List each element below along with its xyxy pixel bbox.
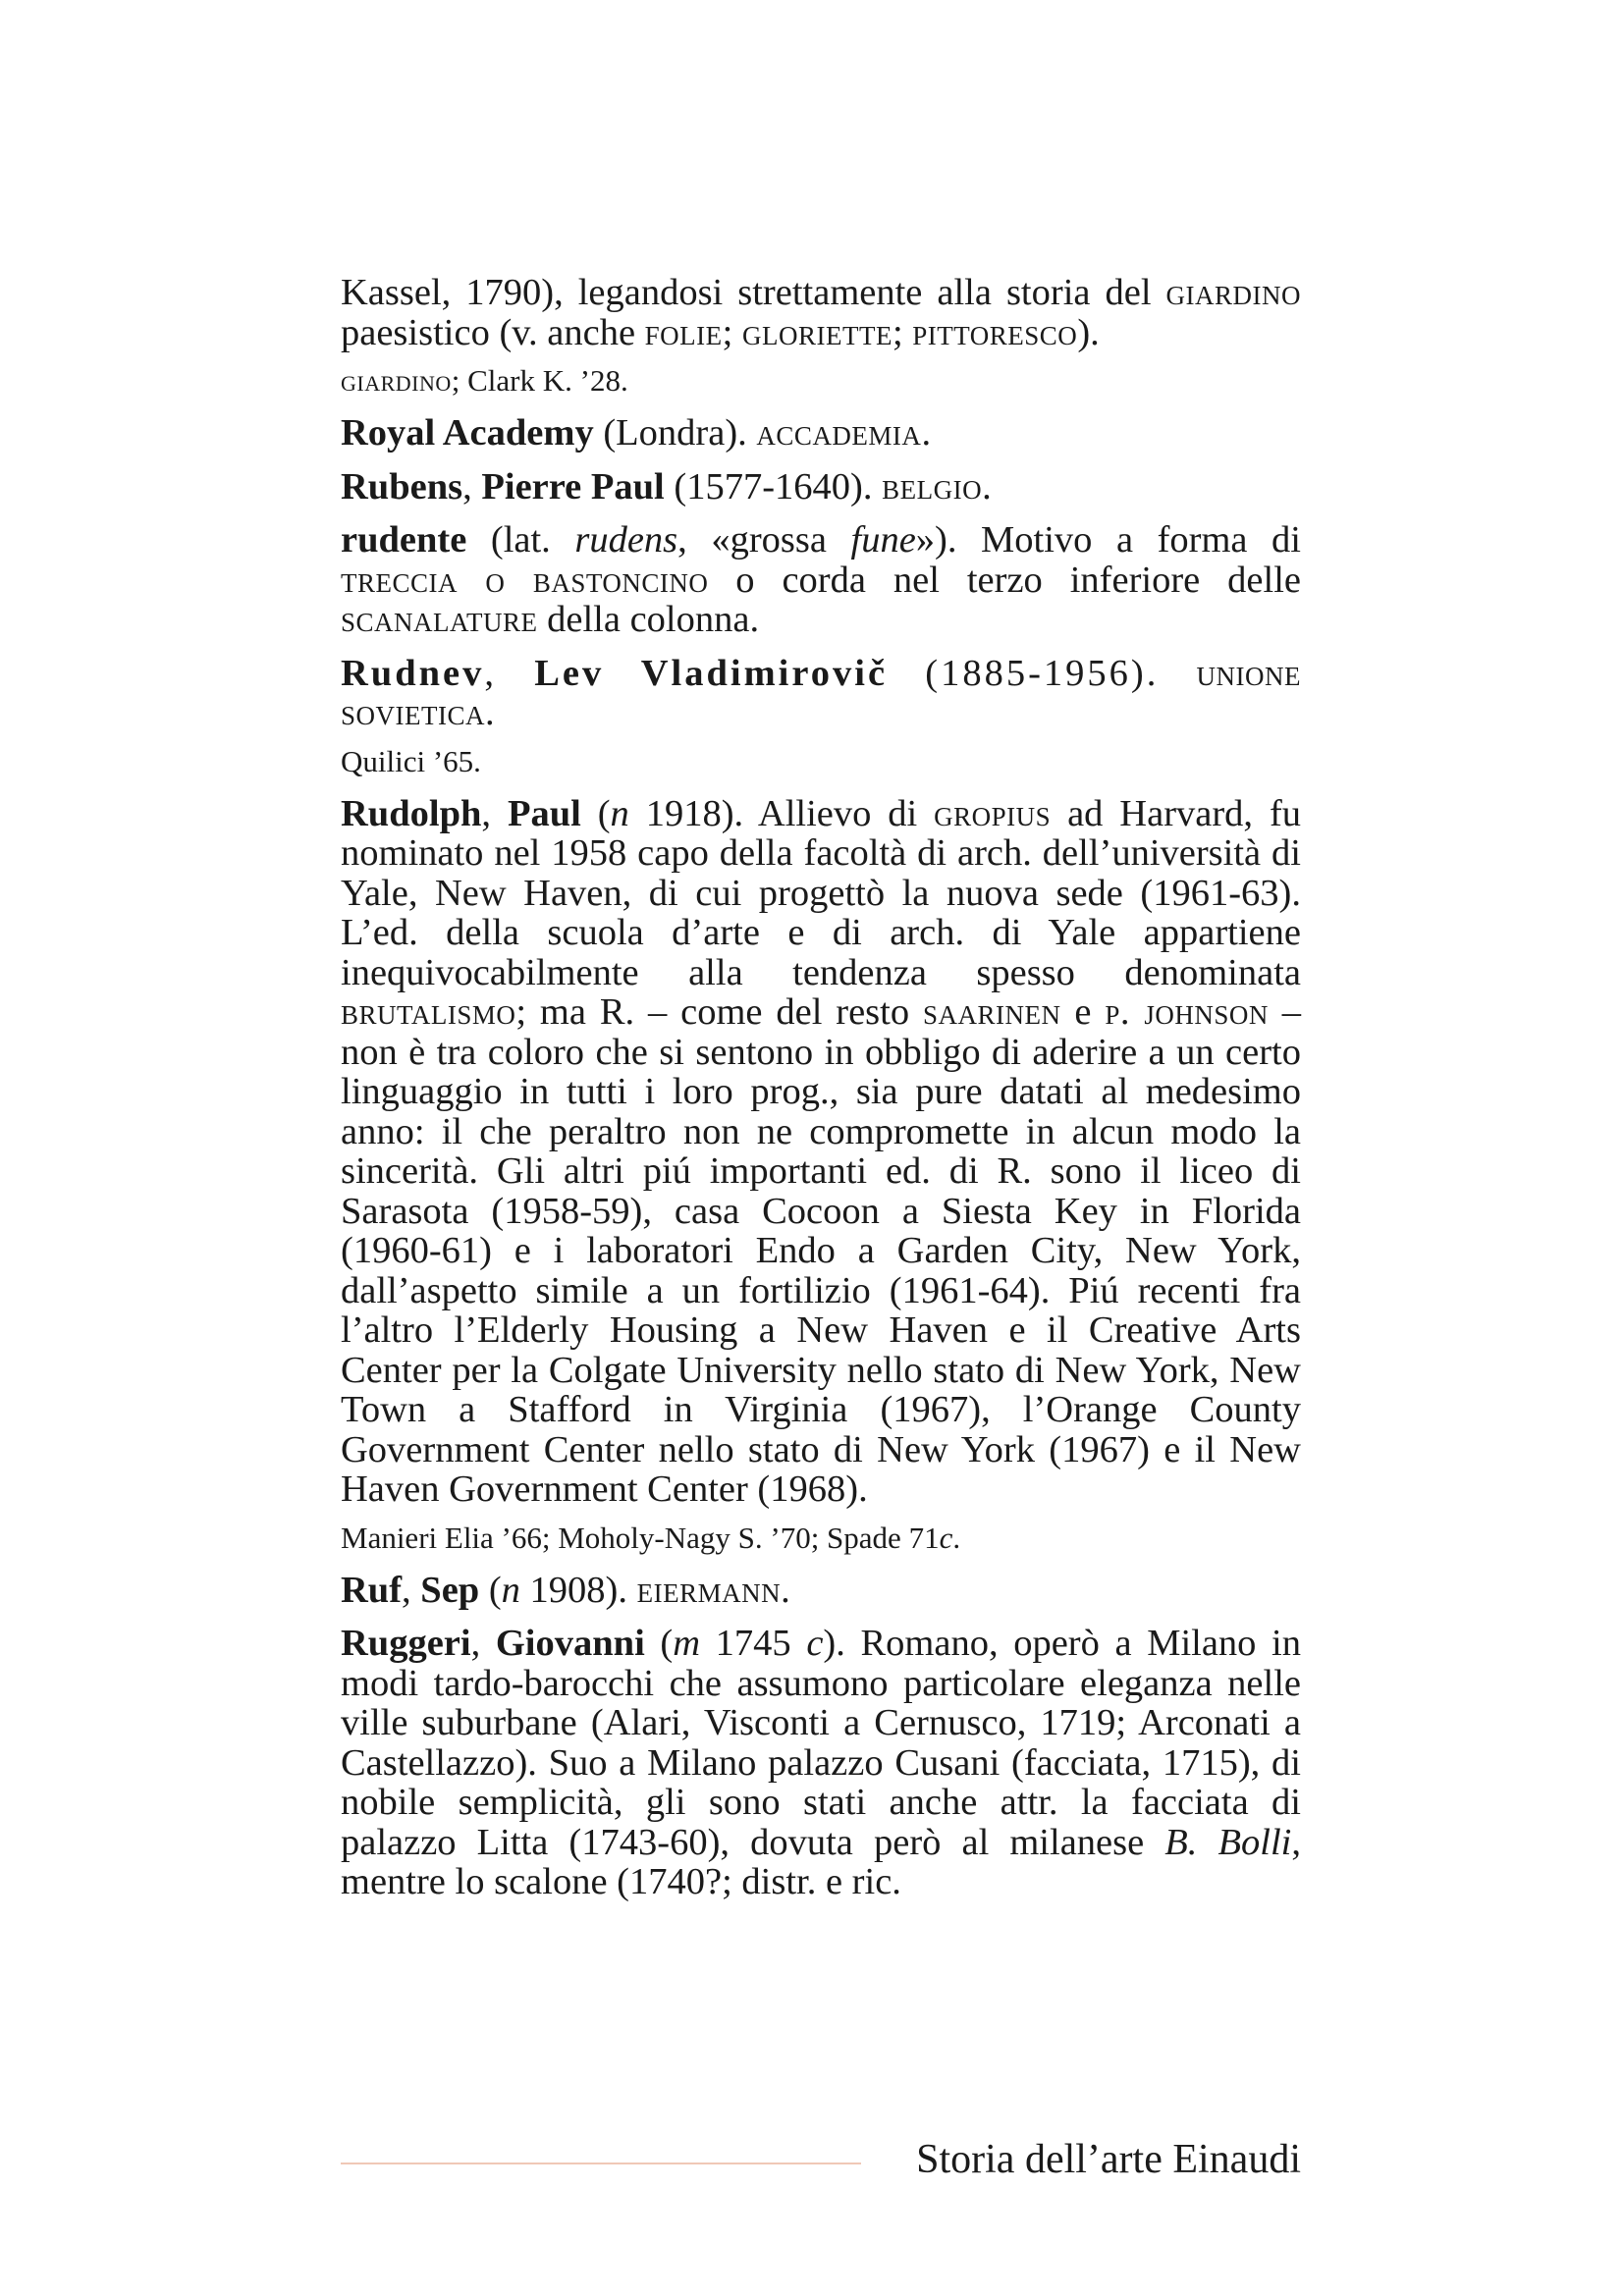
cross-ref[interactable]: giardino — [341, 363, 452, 398]
cross-ref[interactable]: treccia o bastoncino — [341, 559, 709, 601]
bibliography-kassel: giardino; Clark K. ’28. — [341, 363, 628, 398]
cross-ref[interactable]: giardino — [1165, 272, 1301, 313]
entry-rudolph: Rudolph, Paul (n 1918). Allievo di gropius ad Harvard, fu nominato nel 1958 capo della facoltà di arch. dell’università di Yale, New Haven, di cui progettò la nuova sede (1961-63). L’ed. della scuola d’arte e di arch. di Yale appartiene inequivocabilmente alla tendenza spesso denominata brutalismo; ma R. – come del resto saarinen e p. johnson – non è tra coloro che si sentono in obbligo di aderire a un certo linguaggio in tutti i loro prog., sia pure datati al medesimo anno: il che peraltro non ne compromette in alcun modo la sincerità. Gli altri piú importanti ed. di R. sono il liceo di Sarasota (1958-59), casa Cocoon a Siesta Key in Florida (1960-61) e i laboratori Endo a Garden City, New York, dall’aspetto simile a un fortilizio (1961-64). Piú recenti fra l’altro l’Elderly Housing a New Haven e il Creative Arts Center per la Colgate University nello stato di New York, New Town a Stafford in Virginia (1967), l’Orange County Government Center nello stato di New York (1967) e il New Haven Government Center (1968). — [341, 792, 1302, 1510]
footer-divider — [341, 2163, 861, 2164]
entry-rubens: Rubens, Pierre Paul (1577-1640). belgio. — [341, 465, 992, 507]
cross-ref[interactable]: folie — [644, 311, 723, 353]
cross-ref[interactable]: scanalature — [341, 599, 538, 640]
cross-ref[interactable]: belgio — [882, 465, 983, 507]
bibliography-rudolph: Manieri Elia ’66; Moholy-Nagy S. ’70; Spade 71c. — [341, 1520, 961, 1555]
headword: Ruggeri — [341, 1623, 471, 1664]
entry-ruf: Ruf, Sep (n 1908). eiermann. — [341, 1569, 790, 1611]
entry-rudente: rudente (lat. rudens, «grossa fune»). Motivo a forma di treccia o bastoncino o corda nel terzo inferiore delle scanalature della colonna. — [341, 519, 1301, 640]
page-body — [341, 273, 1301, 1916]
headword-given-name: Lev Vladimirovič — [534, 652, 889, 694]
cross-ref[interactable]: saarinen — [923, 991, 1061, 1033]
cross-ref[interactable]: accademia — [756, 412, 922, 454]
cross-ref[interactable]: eiermann — [636, 1569, 782, 1611]
cross-ref[interactable]: gloriette — [741, 311, 893, 353]
entry-royal-academy: Royal Academy (Londra). accademia. — [341, 412, 932, 454]
cross-ref[interactable]: unione sovietica — [341, 652, 1302, 733]
cross-ref[interactable]: p. johnson — [1105, 991, 1269, 1033]
entry-rudnev: Rudnev, Lev Vladimirovič (1885-1956). unione sovietica. — [341, 652, 1302, 733]
headword: Rudnev — [341, 652, 485, 694]
entry-kassel-continuation: Kassel, 1790), legandosi strettamente alla storia del giardino paesistico (v. anche folie; gloriette; pittoresco). — [341, 272, 1301, 353]
headword-given-name: Paul — [507, 792, 581, 834]
cross-ref[interactable]: gropius — [934, 792, 1052, 834]
headword: Rudolph — [341, 792, 482, 834]
headword: Ruf — [341, 1569, 403, 1611]
cross-ref[interactable]: brutalismo — [341, 991, 516, 1033]
page-footer — [341, 2132, 1301, 2191]
headword-given-name: Giovanni — [495, 1623, 645, 1664]
headword: Royal Academy — [341, 412, 594, 454]
headword-given-name: Sep — [420, 1569, 480, 1611]
cross-ref[interactable]: pittoresco — [912, 311, 1078, 353]
bibliography-rudnev: Quilici ’65. — [341, 743, 481, 778]
entry-ruggeri: Ruggeri, Giovanni (m 1745 c). Romano, operò a Milano in modi tardo-barocchi che assumono particolare eleganza nelle ville suburbane (Alari, Visconti a Cernusco, 1719; Arconati a Castellazzo). Suo a Milano palazzo Cusani (facciata, 1715), di nobile semplicità, gli sono stati anche attr. la facciata di palazzo Litta (1743-60), dovuta però al milanese B. Bolli, mentre lo scalone (1740?; distr. e ric. — [341, 1623, 1301, 1902]
footer-title: Storia dell’arte Einaudi — [916, 2137, 1301, 2182]
headword: rudente — [341, 519, 467, 561]
headword: Rubens — [341, 465, 463, 507]
headword-given-name: Pierre Paul — [481, 465, 665, 507]
